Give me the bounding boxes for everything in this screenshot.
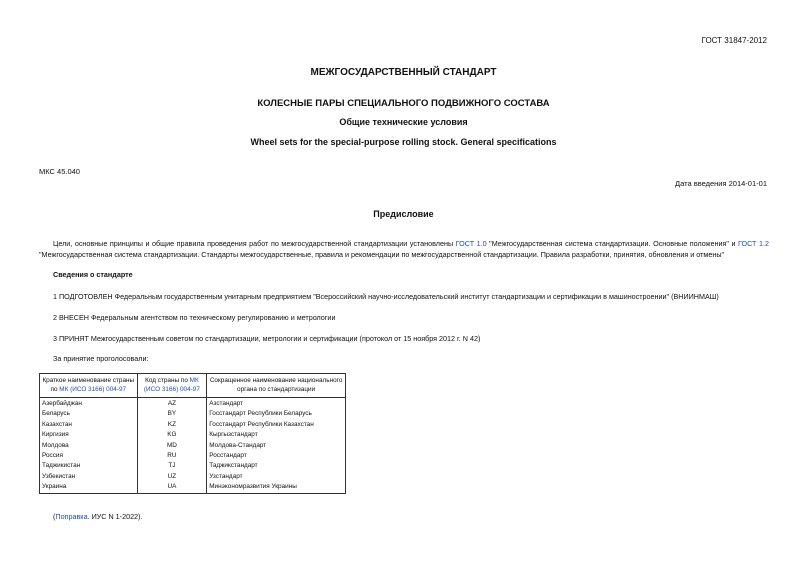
- header-country: [40, 374, 138, 398]
- table-row: [40, 461, 346, 471]
- cell-code: AZ: [137, 398, 207, 410]
- english-title: Wheel sets for the special-purpose rolling stock. General specifications: [250, 137, 557, 147]
- vote-label: За принятие проголосовали:: [53, 354, 149, 363]
- table-row: [40, 482, 346, 493]
- intro-text-3: "Межгосударственная система стандартизации. Стандарты межгосударственные, правила и рекомендации по межгосударственной стандартизации. Правила разработки, принятия, обновления и отмены": [39, 250, 725, 259]
- cell-country: Таджикистан: [40, 461, 138, 471]
- mk-iso-link-country[interactable]: МК (ИСО 3166) 004-97: [59, 385, 127, 393]
- foreword-heading: Предисловие: [373, 209, 434, 219]
- amendment-link[interactable]: Поправка: [55, 512, 88, 521]
- cell-country: Казахстан: [40, 420, 138, 430]
- table-row: [40, 451, 346, 461]
- subtitle: Общие технические условия: [339, 117, 468, 127]
- cell-agency: Госстандарт Республики Беларусь: [207, 409, 346, 419]
- mks-code: МКС 45.040: [39, 167, 80, 176]
- standard-info-heading: Сведения о стандарте: [53, 270, 133, 279]
- cell-code: UZ: [137, 472, 207, 482]
- intro-text-1: Цели, основные принципы и общие правила проведения работ по межгосударственной стандартизации установлены: [53, 239, 456, 248]
- table-row: [40, 472, 346, 482]
- cell-country: Узбекистан: [40, 472, 138, 482]
- cell-country: Беларусь: [40, 409, 138, 419]
- info-item-submitted: 2 ВНЕСЕН Федеральным агентством по техническому регулированию и метрологии: [53, 313, 336, 322]
- cell-country: Молдова: [40, 441, 138, 451]
- main-title: КОЛЕСНЫЕ ПАРЫ СПЕЦИАЛЬНОГО ПОДВИЖНОГО СОСТАВА: [257, 98, 550, 109]
- gost-1-0-link[interactable]: ГОСТ 1.0: [455, 239, 487, 248]
- cell-code: MD: [137, 441, 207, 451]
- header-code: [137, 374, 207, 398]
- table-row: [40, 398, 346, 410]
- cell-agency: Узстандарт: [207, 472, 346, 482]
- cell-agency: Таджикстандарт: [207, 461, 346, 471]
- table-row: [40, 420, 346, 430]
- cell-agency: Минэкономразвития Украины: [207, 482, 346, 493]
- cell-agency: Азстандарт: [207, 398, 346, 410]
- table-row: [40, 441, 346, 451]
- header-agency: Сокращенное наименование национального органа по стандартизации: [207, 374, 346, 398]
- cell-code: RU: [137, 451, 207, 461]
- amendment-note: [53, 512, 142, 521]
- vote-table: [39, 373, 346, 494]
- cell-country: Украина: [40, 482, 138, 493]
- gost-1-2-link[interactable]: ГОСТ 1.2: [738, 239, 769, 248]
- cell-agency: Росстандарт: [207, 451, 346, 461]
- foreword-intro-paragraph: [39, 238, 769, 260]
- cell-country: Киргизия: [40, 430, 138, 440]
- cell-code: TJ: [137, 461, 207, 471]
- mk-iso-link-code[interactable]: МК (ИСО 3166) 004-97: [143, 377, 200, 393]
- cell-code: KZ: [137, 420, 207, 430]
- info-item-prepared: 1 ПОДГОТОВЛЕН Федеральным государственным унитарным предприятием "Всероссийский научно-исследовательский институт стандартизации и сертификации в машиностроении" (ВНИИНМАШ): [53, 292, 719, 301]
- document-code: ГОСТ 31847-2012: [701, 36, 767, 45]
- info-item-adopted: 3 ПРИНЯТ Межгосударственным советом по стандартизации, метрологии и сертификации (протокол от 15 ноября 2012 г. N 42): [53, 334, 481, 343]
- cell-agency: Кыргызстандарт: [207, 430, 346, 440]
- cell-agency: Молдова-Стандарт: [207, 441, 346, 451]
- vote-table-header-row: [40, 374, 346, 398]
- header-country-text: Краткое наименование страны по: [42, 377, 135, 393]
- cell-code: BY: [137, 409, 207, 419]
- cell-country: Азербайджан: [40, 398, 138, 410]
- standard-type-title: МЕЖГОСУДАРСТВЕННЫЙ СТАНДАРТ: [310, 67, 497, 78]
- cell-code: UA: [137, 482, 207, 493]
- introduction-date: Дата введения 2014-01-01: [675, 179, 767, 188]
- amendment-rest: . ИУС N 1-2022).: [87, 512, 143, 521]
- amendment-open: (: [53, 512, 56, 521]
- header-code-text: Код страны по: [145, 377, 190, 384]
- cell-agency: Госстандарт Республики Казахстан: [207, 420, 346, 430]
- table-row: [40, 409, 346, 419]
- cell-code: KG: [137, 430, 207, 440]
- intro-text-2: "Межгосударственная система стандартизации. Основные положения" и: [486, 239, 739, 248]
- cell-country: Россия: [40, 451, 138, 461]
- table-row: [40, 430, 346, 440]
